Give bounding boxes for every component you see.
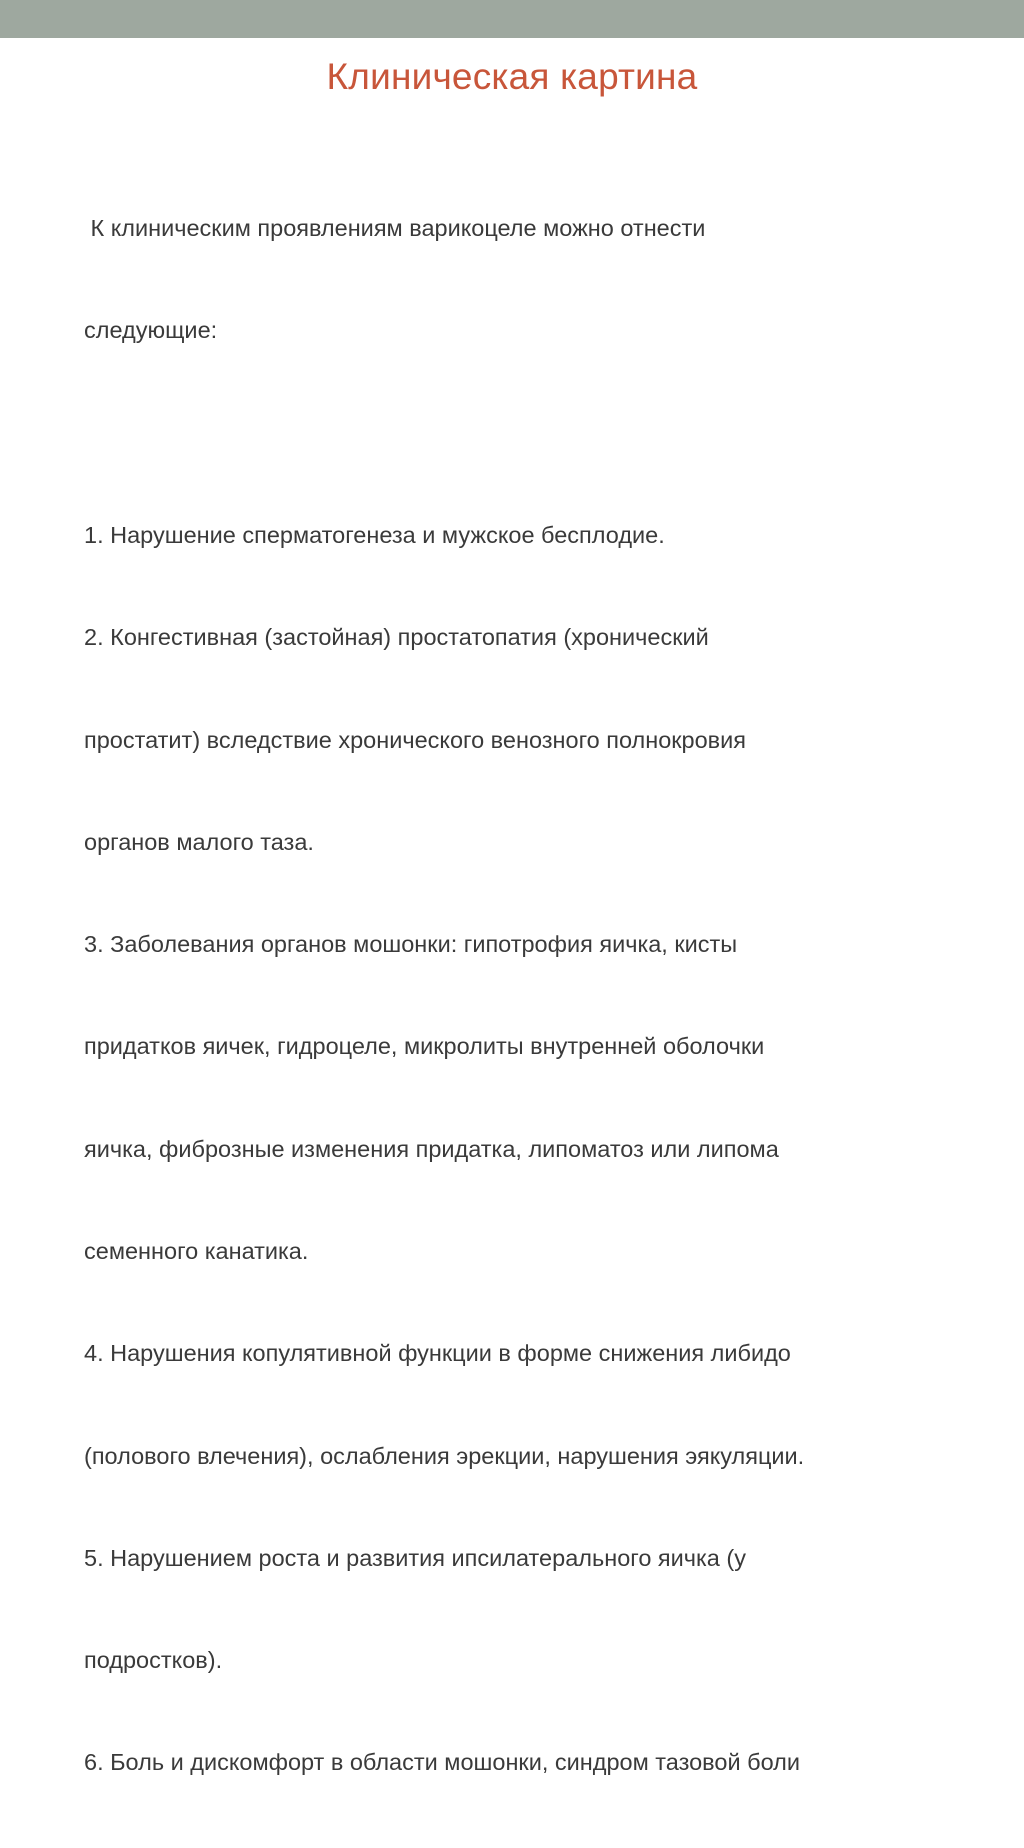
body-line-blank	[84, 416, 984, 450]
body-line: К клиническим проявлениям варикоцеле можно отнести	[84, 215, 706, 242]
list-item-2: 2. Конгестивная (застойная) простатопатия (хронический	[84, 624, 709, 651]
list-item-3: 3. Заболевания органов мошонки: гипотрофия яичка, кисты	[84, 931, 738, 958]
list-item-3-cont: семенного канатика.	[84, 1238, 309, 1264]
list-item-5: 5. Нарушением роста и развития ипсилатерального яичка (у	[84, 1544, 746, 1571]
slide-body	[84, 143, 984, 1848]
list-item-4-cont: (полового влечения), ослабления эрекции, нарушения эякуляции.	[84, 1442, 805, 1469]
top-bar	[0, 0, 1024, 38]
list-item-2-cont: органов малого таза.	[84, 828, 314, 855]
body-line: следующие:	[84, 317, 218, 344]
list-item-4: 4. Нарушения копулятивной функции в форме снижения либидо	[84, 1340, 791, 1367]
list-item-3-cont: придатков яичек, гидроцеле, микролиты внутренней оболочки	[84, 1033, 765, 1060]
list-item-3-cont: яичка, фиброзные изменения придатка, липоматоз или липома	[84, 1135, 779, 1162]
list-item-5-cont: подростков).	[84, 1647, 223, 1674]
slide-title: Клиническая картина	[326, 56, 698, 97]
list-item-2-cont: простатит) вследствие хронического венозного полнокровия	[84, 726, 747, 753]
list-item-1: 1. Нарушение сперматогенеза и мужское бесплодие.	[84, 522, 665, 549]
list-item-6: 6. Боль и дискомфорт в области мошонки, синдром тазовой боли	[84, 1749, 800, 1776]
